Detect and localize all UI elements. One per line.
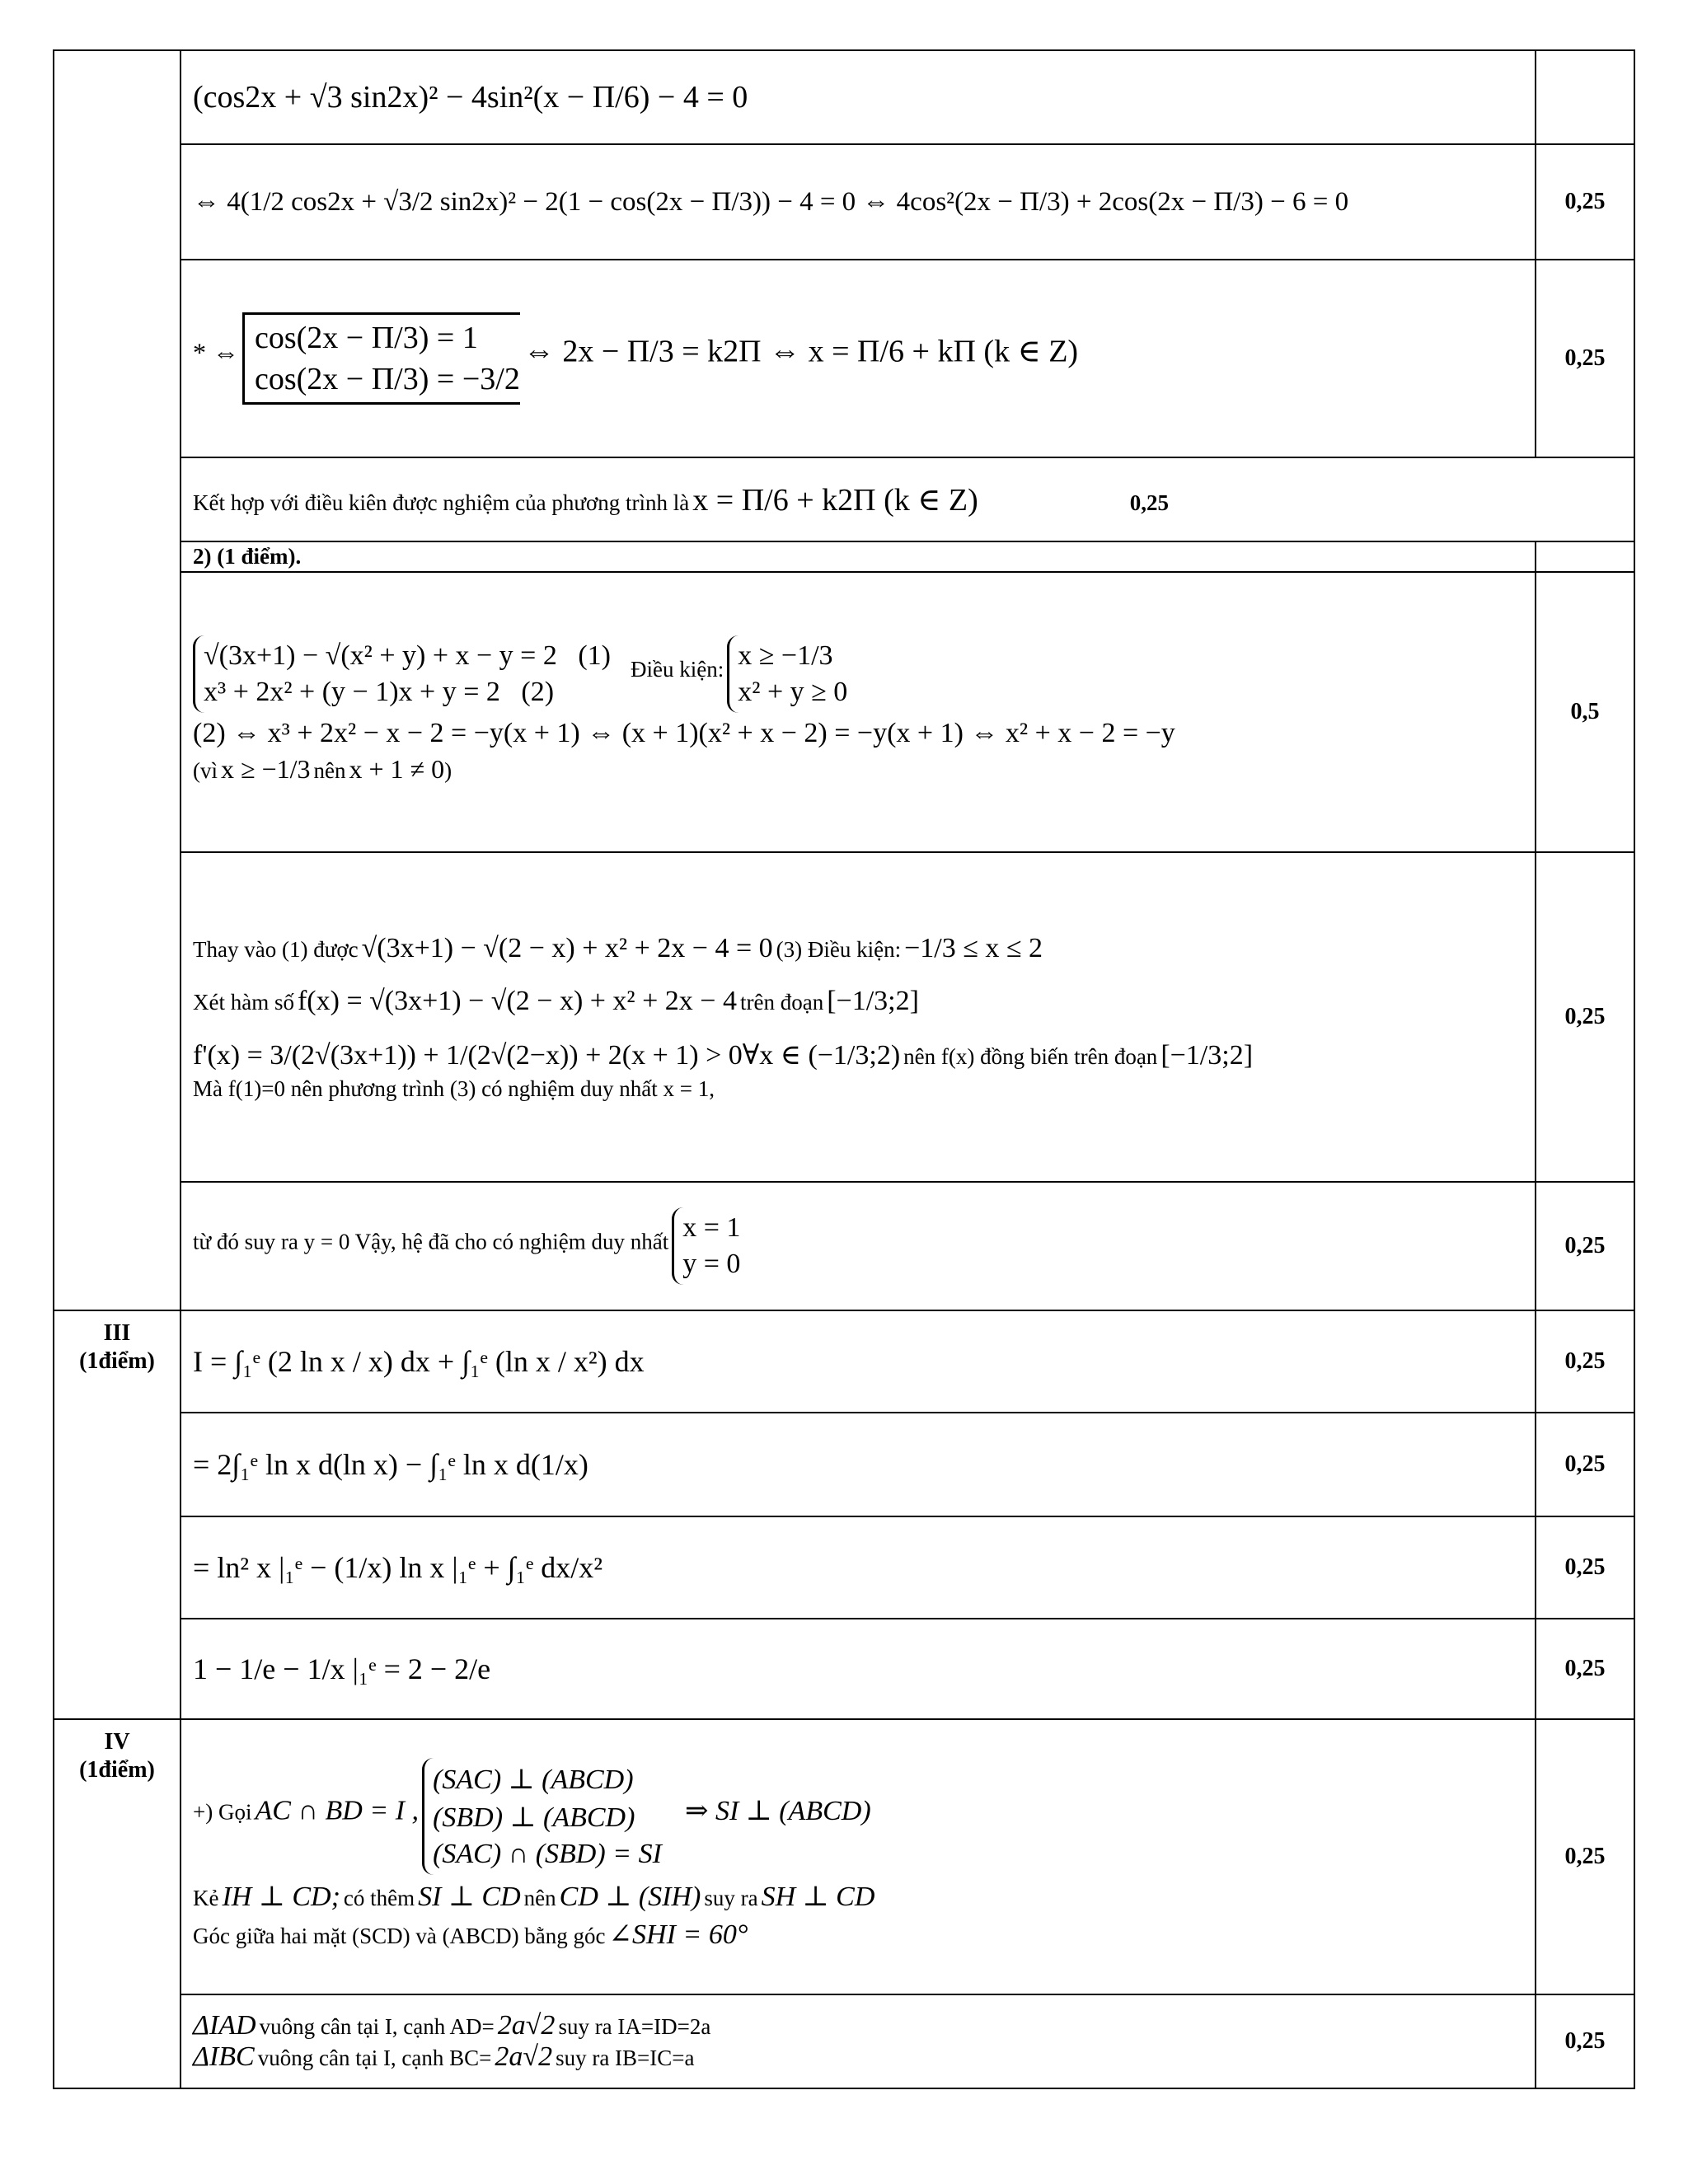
perp-ih: IH ⊥ CD;	[222, 1882, 340, 1912]
condition-label-3: (3) Điều kiện:	[776, 936, 902, 962]
so-label: nên	[523, 1886, 556, 1910]
conclusion-text: Kết hợp với điều kiên được nghiệm của phương trình là	[193, 490, 690, 515]
row-geometry-2	[181, 1994, 1536, 2088]
side-bc: 2a√2	[495, 2041, 553, 2072]
plane-2: (SBD) ⊥ (ABCD)	[433, 1802, 635, 1833]
intersection: AC ∩ BD = I ,	[255, 1795, 420, 1826]
perp-sh: SH ⊥ CD	[761, 1882, 875, 1912]
score-cell: 0,25	[1536, 1619, 1634, 1719]
interval: [−1/3;2]	[827, 985, 919, 1016]
section-label-iii: III (1điểm)	[79, 1320, 155, 1374]
triangle-iad-text: vuông cân tại I, cạnh AD=	[259, 2014, 495, 2039]
eq-2-tag: (2)	[521, 676, 555, 707]
section-cell-ii	[54, 50, 181, 1310]
score-cell: 0,5	[1536, 572, 1634, 852]
case-result: ⇔ 2x − Π/3 = k2Π ⇔ x = Π/6 + kΠ (k ∈ Z)	[523, 334, 1079, 369]
note-result: x + 1 ≠ 0	[349, 753, 445, 784]
condition-label: Điều kiện:	[631, 657, 724, 682]
row-integral-4	[181, 1619, 1536, 1719]
math-expression: (cos2x + √3 sin2x)² − 4sin²(x − Π/6) − 4 = 0	[193, 80, 748, 115]
section-cell-iv	[54, 1719, 181, 2088]
case-prefix: * ⇔	[193, 337, 239, 368]
interval-2: [−1/3;2]	[1160, 1039, 1254, 1071]
side-ad: 2a√2	[497, 2010, 556, 2041]
score-cell-empty	[1536, 50, 1634, 144]
conclusion-math: x = Π/6 + k2Π (k ∈ Z)	[692, 482, 978, 518]
draw-label: Kẻ	[193, 1886, 219, 1910]
integral-expression: 1 − 1/e − 1/x |₁ᵉ = 2 − 2/e	[193, 1652, 491, 1685]
unique-root-text: Mà f(1)=0 nên phương trình (3) có nghiệm duy nhất x = 1,	[193, 1076, 715, 1101]
answer-table	[53, 49, 1635, 2089]
section-cell-iii	[54, 1310, 181, 1719]
score-cell: 0,25	[1536, 1516, 1634, 1619]
row-conclusion	[181, 457, 1634, 541]
score-cell: 0,25	[1536, 1994, 1634, 2088]
section-label-iv: IV (1điểm)	[79, 1729, 155, 1783]
score-cell: 0,25	[1536, 260, 1634, 457]
triangle-ibc: ΔIBC	[193, 2041, 255, 2072]
eq-2: x³ + 2x² + (y − 1)x + y = 2	[204, 676, 500, 707]
note-close: )	[444, 757, 452, 783]
score-cell: 0,25	[1536, 852, 1634, 1182]
triangle-ibc-result: suy ra IB=IC=a	[556, 2046, 695, 2070]
equation-3: √(3x+1) − √(2 − x) + x² + 2x − 4 = 0	[361, 932, 773, 963]
note-open: (vì	[193, 757, 218, 783]
conclusion-score: 0,25	[1129, 490, 1169, 515]
function-label: Xét hàm số	[193, 989, 294, 1015]
let-label: +) Gọi	[193, 1799, 252, 1825]
perp-cd: CD ⊥ (SIH)	[559, 1882, 701, 1912]
score-cell: 0,25	[1536, 1719, 1634, 1994]
eq-1-tag: (1)	[578, 640, 612, 671]
case-2: cos(2x − Π/3) = −3/2	[255, 362, 520, 396]
derivation-line: (2) ⇔ x³ + 2x² − x − 2 = −y(x + 1) ⇔ (x + 1)(x² + x − 2) = −y(x + 1) ⇔ x² + x − 2 = −y	[193, 717, 1175, 748]
row-equation-3	[181, 260, 1536, 457]
integral-expression: = ln² x |₁ᵉ − (1/x) ln x |₁ᵉ + ∫₁ᵉ dx/x²	[193, 1551, 603, 1584]
case-bracket	[242, 312, 520, 405]
row-integral-3	[181, 1516, 1536, 1619]
subheading-text: 2) (1 điểm).	[193, 544, 302, 569]
row-subheading	[181, 541, 1536, 572]
row-equation-2	[181, 144, 1536, 260]
system-equations	[193, 635, 611, 713]
solution-system	[672, 1207, 740, 1285]
row-function-study	[181, 852, 1536, 1182]
derivative: f'(x) = 3/(2√(3x+1)) + 1/(2√(2−x)) + 2(x + 1) > 0∀x ∈ (−1/3;2)	[193, 1039, 901, 1071]
row-integral-1	[181, 1310, 1536, 1413]
interval-label: trên đoạn	[739, 989, 824, 1015]
score-cell: 0,25	[1536, 1310, 1634, 1413]
row-integral-2	[181, 1413, 1536, 1516]
score-cell-empty	[1536, 541, 1634, 572]
solution-x: x = 1	[682, 1212, 741, 1243]
plane-result: ⇒ SI ⊥ (ABCD)	[684, 1795, 871, 1826]
deduce-label: suy ra	[704, 1886, 758, 1910]
note-condition: x ≥ −1/3	[221, 753, 311, 784]
note-word: nên	[313, 757, 346, 783]
condition-range: −1/3 ≤ x ≤ 2	[904, 932, 1043, 963]
substitute-label: Thay vào (1) được	[193, 936, 359, 962]
plane-3: (SAC) ∩ (SBD) = SI	[433, 1839, 662, 1869]
row-equation-1	[181, 50, 1536, 144]
also-label: có thêm	[343, 1886, 415, 1910]
score-cell: 0,25	[1536, 1182, 1634, 1310]
solution-y: y = 0	[682, 1249, 741, 1279]
row-geometry-1	[181, 1719, 1536, 1994]
math-expression: ⇔ 4(1/2 cos2x + √3/2 sin2x)² − 2(1 − cos(2x − Π/3)) − 4 = 0 ⇔ 4cos²(2x − Π/3) + 2cos(2x − Π/3) − 6 = 0	[193, 186, 1349, 217]
eq-1: √(3x+1) − √(x² + y) + x − y = 2	[204, 640, 557, 671]
row-system	[181, 572, 1536, 852]
integral-expression: = 2∫₁ᵉ ln x d(ln x) − ∫₁ᵉ ln x d(1/x)	[193, 1448, 588, 1481]
triangle-iad: ΔIAD	[193, 2010, 256, 2041]
perp-si: SI ⊥ CD	[418, 1882, 521, 1912]
plane-system	[422, 1758, 662, 1875]
function-def: f(x) = √(3x+1) − √(2 − x) + x² + 2x − 4	[297, 985, 737, 1016]
triangle-iad-result: suy ra IA=ID=2a	[558, 2014, 711, 2039]
triangle-ibc-text: vuông cân tại I, cạnh BC=	[257, 2046, 492, 2070]
condition-system	[727, 635, 847, 713]
condition-2: x² + y ≥ 0	[738, 676, 848, 707]
score-cell: 0,25	[1536, 1413, 1634, 1516]
condition-1: x ≥ −1/3	[738, 640, 833, 671]
angle-text: Góc giữa hai mặt (SCD) và (ABCD) bằng góc	[193, 1924, 606, 1948]
integral-expression: I = ∫₁ᵉ (2 ln x / x) dx + ∫₁ᵉ (ln x / x²) dx	[193, 1345, 645, 1378]
answer-key-page	[53, 49, 1634, 2089]
score-cell: 0,25	[1536, 144, 1634, 260]
monotonic-label: nên f(x) đồng biến trên đoạn	[903, 1043, 1158, 1069]
plane-1: (SAC) ⊥ (ABCD)	[433, 1765, 634, 1795]
case-1: cos(2x − Π/3) = 1	[255, 321, 478, 355]
angle-value: ∠SHI = 60°	[608, 1919, 748, 1950]
row-final-solution	[181, 1182, 1536, 1310]
final-text: từ đó suy ra y = 0 Vậy, hệ đã cho có nghiệm duy nhất	[193, 1229, 669, 1254]
